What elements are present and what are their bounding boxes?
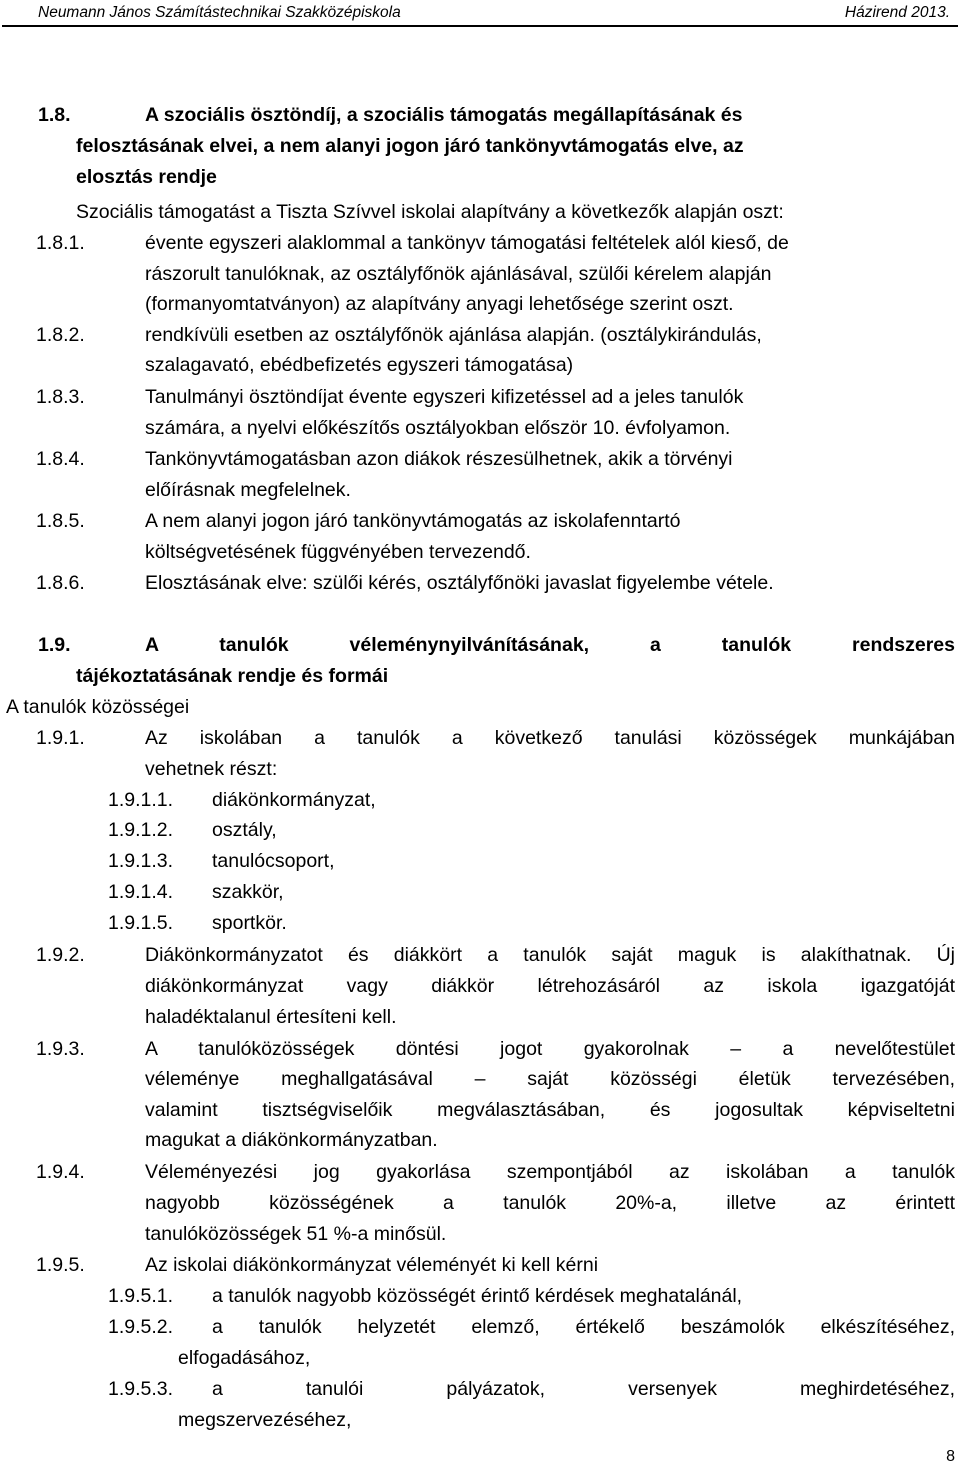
item-1-8-2-line-2: szalagavató, ebédbefizetés egyszeri támogatása): [145, 354, 574, 376]
section-1-9-title-line-1: A tanulók véleménynyilvánításának, a tanulók rendszeres: [145, 634, 955, 656]
item-1-9-1-5-text: sportkör.: [212, 912, 287, 934]
item-1-9-3-line-3: valamint tisztségviselőik megválasztásában, és jogosultak képviseltetni: [145, 1099, 955, 1121]
item-1-9-1-line-1: Az iskolában a tanulók a következő tanulási közösségek munkájában: [145, 727, 955, 749]
item-1-9-2-line-2: diákönkormányzat vagy diákkör létrehozásáról az iskola igazgatóját: [145, 975, 955, 997]
page-header: [0, 0, 960, 26]
item-1-8-1-line-2: rászorult tanulóknak, az osztályfőnök ajánlásával, szülői kérelem alapján: [145, 263, 772, 285]
item-1-9-4-line-2: nagyobb közösségének a tanulók 20%-a, illetve az érintett: [145, 1192, 955, 1214]
item-1-9-1-1-number: 1.9.1.1.: [108, 789, 174, 811]
item-1-8-4-line-2: előírásnak megfelelnek.: [145, 479, 351, 501]
item-1-9-1-3-text: tanulócsoport,: [212, 850, 335, 872]
item-1-9-1-2-text: osztály,: [212, 819, 277, 841]
item-1-9-2-line-3: haladéktalanul értesíteni kell.: [145, 1006, 397, 1028]
item-1-9-5-1-line-1: a tanulók nagyobb közösségét érintő kérdések meghatalánál,: [212, 1285, 743, 1307]
section-1-8-title-line-1: A szociális ösztöndíj, a szociális támogatás megállapításának és: [145, 104, 743, 126]
item-1-9-1-5-number: 1.9.1.5.: [108, 912, 174, 934]
header-rule: [2, 25, 958, 27]
item-1-9-1-line-2: vehetnek részt:: [145, 758, 278, 780]
item-1-9-4-line-3: tanulóközösségek 51 %-a minősül.: [145, 1223, 447, 1245]
section-1-8-number: 1.8.: [38, 104, 71, 126]
item-1-9-3-line-1: A tanulóközösségek döntési jogot gyakorolnak – a nevelőtestület: [145, 1038, 955, 1060]
item-1-9-3-number: 1.9.3.: [36, 1038, 85, 1060]
item-1-9-2-number: 1.9.2.: [36, 944, 85, 966]
item-1-9-1-4-text: szakkör,: [212, 881, 284, 903]
item-1-8-6-number: 1.8.6.: [36, 572, 85, 594]
item-1-9-5-number: 1.9.5.: [36, 1254, 85, 1276]
item-1-9-1-4-number: 1.9.1.4.: [108, 881, 174, 903]
item-1-8-3-line-2: számára, a nyelvi előkészítős osztályokban először 10. évfolyamon.: [145, 417, 731, 439]
item-1-9-3-line-2: véleménye meghallgatásával – saját közösségi életük tervezésében,: [145, 1068, 955, 1090]
item-1-9-4-number: 1.9.4.: [36, 1161, 85, 1183]
item-1-9-1-1-text: diákönkormányzat,: [212, 789, 376, 811]
section-1-8-title-line-3: elosztás rendje: [76, 166, 217, 188]
section-1-9-title-line-2: tájékoztatásának rendje és formái: [76, 665, 389, 687]
item-1-9-2-line-1: Diákönkormányzatot és diákkört a tanulók saját maguk is alakíthatnak. Új: [145, 944, 955, 966]
item-1-8-1-line-1: évente egyszeri alaklommal a tankönyv támogatási feltételek alól kieső, de: [145, 232, 789, 254]
header-document-title: Házirend 2013.: [844, 4, 950, 21]
item-1-9-5-text: Az iskolai diákönkormányzat véleményét ki kell kérni: [145, 1254, 599, 1276]
item-1-9-3-line-4: magukat a diákönkormányzatban.: [145, 1129, 438, 1151]
item-1-9-5-3-number: 1.9.5.3.: [108, 1378, 174, 1400]
item-1-8-6-line-1: Elosztásának elve: szülői kérés, osztályfőnöki javaslat figyelembe vétele.: [145, 572, 774, 594]
item-1-9-5-1-number: 1.9.5.1.: [108, 1285, 174, 1307]
item-1-9-5-2-line-2: elfogadásához,: [178, 1347, 311, 1369]
item-1-8-5-line-2: költségvetésének függvényében tervezendő.: [145, 541, 531, 563]
item-1-8-2-line-1: rendkívüli esetben az osztályfőnök ajánlása alapján. (osztálykirándulás,: [145, 324, 762, 346]
header-school-name: Neumann János Számítástechnikai Szakközépiskola: [38, 4, 401, 21]
item-1-9-5-3-line-2: megszervezéséhez,: [178, 1409, 352, 1431]
item-1-8-4-line-1: Tankönyvtámogatásban azon diákok részesülhetnek, akik a törvényi: [145, 448, 733, 470]
item-1-8-2-number: 1.8.2.: [36, 324, 85, 346]
section-1-8-intro: Szociális támogatást a Tiszta Szívvel iskolai alapítvány a következők alapján oszt:: [76, 201, 784, 223]
item-1-8-5-number: 1.8.5.: [36, 510, 85, 532]
item-1-9-1-number: 1.9.1.: [36, 727, 85, 749]
item-1-8-5-line-1: A nem alanyi jogon járó tankönyvtámogatás az iskolafenntartó: [145, 510, 681, 532]
item-1-9-4-line-1: Véleményezési jog gyakorlása szempontjából az iskolában a tanulók: [145, 1161, 955, 1183]
item-1-8-1-number: 1.8.1.: [36, 232, 85, 254]
item-1-8-4-number: 1.8.4.: [36, 448, 85, 470]
section-1-8-title-line-2: felosztásának elvei, a nem alanyi jogon járó tankönyvtámogatás elve, az: [76, 135, 744, 157]
item-1-8-3-number: 1.8.3.: [36, 386, 85, 408]
section-1-9-number: 1.9.: [38, 634, 71, 656]
subsection-heading: A tanulók közösségei: [6, 696, 190, 718]
item-1-8-1-line-3: (formanyomtatványon) az alapítvány anyagi lehetősége szerint oszt.: [145, 293, 734, 315]
item-1-9-5-2-number: 1.9.5.2.: [108, 1316, 174, 1338]
item-1-9-1-2-number: 1.9.1.2.: [108, 819, 174, 841]
item-1-9-1-3-number: 1.9.1.3.: [108, 850, 174, 872]
item-1-8-3-line-1: Tanulmányi ösztöndíjat évente egyszeri kifizetéssel ad a jeles tanulók: [145, 386, 744, 408]
item-1-9-5-2-line-1: a tanulók helyzetét elemző, értékelő beszámolók elkészítéséhez,: [212, 1316, 955, 1338]
item-1-9-5-3-line-1: a tanulói pályázatok, versenyek meghirdetéséhez,: [212, 1378, 955, 1400]
page-number: 8: [946, 1448, 955, 1465]
